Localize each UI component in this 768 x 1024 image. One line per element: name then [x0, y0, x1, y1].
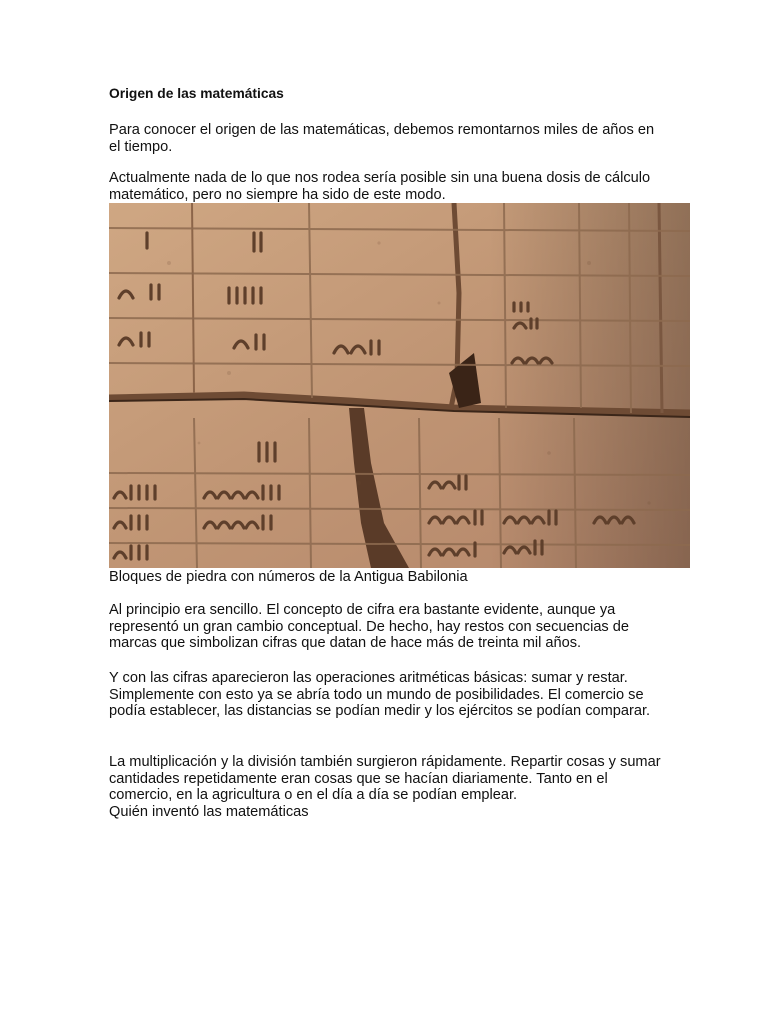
paragraph-intro: Para conocer el origen de las matemáticas, debemos remontarnos miles de años en el tiempo.	[109, 122, 655, 155]
paragraph-principio: Al principio era sencillo. El concepto de cifra era bastante evidente, aunque ya representó un gran cambio conceptual. De hecho, hay restos con secuencias de marcas que simbolizan cifras que datan de hace más de treinta mil años.	[109, 602, 630, 652]
section-heading-quien-invento: Quién inventó las matemáticas	[109, 804, 309, 820]
image-caption: Bloques de piedra con números de la Antigua Babilonia	[109, 569, 468, 585]
document-title: Origen de las matemáticas	[109, 86, 284, 101]
paragraph-actualmente: Actualmente nada de lo que nos rodea sería posible sin una buena dosis de cálculo matemático, pero no siempre ha sido de este modo.	[109, 170, 651, 203]
stone-blocks-photo	[109, 203, 690, 568]
paragraph-multiplicacion: La multiplicación y la división también surgieron rápidamente. Repartir cosas y sumar cantidades repetidamente eran cosas que se hacían diariamente. Tanto en el comercio, en la agricultura o en el día a día se podían emplear.	[109, 754, 661, 804]
stone-blocks-numerals-icon	[109, 203, 690, 568]
paragraph-operaciones: Y con las cifras aparecieron las operaciones aritméticas básicas: sumar y restar. Simplemente con esto ya se abría todo un mundo de posibilidades. El comercio se podía establecer, las distancias se podían medir y los ejércitos se podían comparar.	[109, 670, 651, 720]
